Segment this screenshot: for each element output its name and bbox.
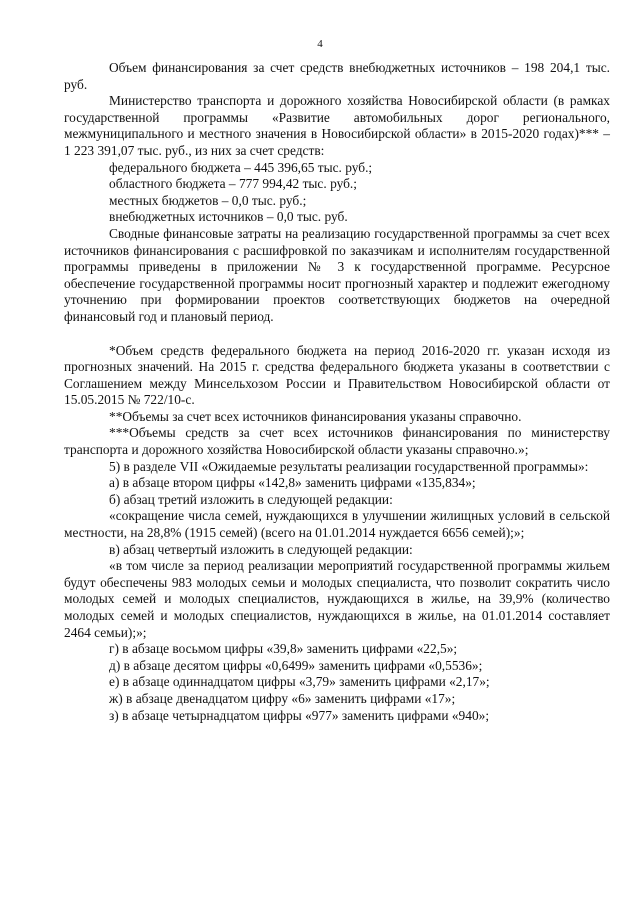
amendment-section-vii: 5) в разделе VII «Ожидаемые результаты реализации государственной программы»: (109, 458, 589, 474)
paragraph-regional-budget: областного бюджета – 777 994,42 тыс. руб.; (109, 176, 357, 192)
amendment-e: е) в абзаце одиннадцатом цифры «3,79» заменить цифрами «2,17»; (109, 674, 490, 690)
footnote-transport: ***Объемы средств за счет всех источников финансирования по министерству транспорта и дорожного хозяйства Новосибирской области указаны справочно.»; (64, 425, 610, 458)
footnote-all-sources: **Объемы за счет всех источников финансирования указаны справочно. (109, 408, 522, 424)
paragraph-extrabudgetary-sources: внебюджетных источников – 0,0 тыс. руб. (109, 209, 348, 225)
amendment-z: з) в абзаце четырнадцатом цифры «977» заменить цифрами «940»; (109, 707, 490, 723)
paragraph-extrabudgetary-total: Объем финансирования за счет средств внебюджетных источников – 198 204,1 тыс. руб. (64, 60, 610, 92)
amendment-d: д) в абзаце десятом цифры «0,6499» заменить цифрами «0,5536»; (109, 657, 483, 673)
paragraph-federal-budget: федерального бюджета – 445 396,65 тыс. руб.; (109, 159, 373, 175)
amendment-v-text: «в том числе за период реализации мероприятий государственной программы жильем будут обеспечены 983 молодых семьи и молодых специалиста, что позволит сократить число молодых семей и молодых специалистов, нуждающихся в жилье, на 39,9% (количество молодых семей и молодых специалистов, нуждающихся в жилье, на 01.01.2014 составляет 2464 семьи);»; (64, 558, 610, 640)
section-gap (64, 326, 610, 343)
document-body (64, 60, 610, 724)
footnote-federal: *Объем средств федерального бюджета на период 2016-2020 гг. указан исходя из прогнозных значений. На 2015 г. средства федерального бюджета указаны в соответствии с Соглашением между Минсельхозом России и Правительством Новосибирской области от 15.05.2015 № 722/10-с. (64, 342, 610, 408)
amendment-v: в) абзац четвертый изложить в следующей редакции: (109, 541, 413, 557)
page-number: 4 (317, 38, 323, 50)
paragraph-transport-ministry: Министерство транспорта и дорожного хозяйства Новосибирской области (в рамках государственной программы «Развитие автомобильных дорог регионального, межмуниципального и местного значения в Новосибирской области» в 2015-2020 годах)*** – 1 223 391,07 тыс. руб., из них за счет средств: (64, 93, 610, 158)
paragraph-summary-costs: Сводные финансовые затраты на реализацию государственной программы за счет всех источников финансирования с расшифровкой по заказчикам и исполнителям государственной программы приведены в приложении № 3 к государственной программе. Ресурсное обеспечение государственной программы носит прогнозный характер и подлежит ежегодному уточнению при формировании проектов соответствующих бюджетов на очередной финансовый год и плановый период. (64, 225, 610, 324)
paragraph-local-budgets: местных бюджетов – 0,0 тыс. руб.; (109, 192, 307, 208)
amendment-g: г) в абзаце восьмом цифры «39,8» заменить цифрами «22,5»; (109, 641, 458, 657)
amendment-zh: ж) в абзаце двенадцатом цифру «6» заменить цифрами «17»; (109, 690, 456, 706)
amendment-b-text: «сокращение числа семей, нуждающихся в улучшении жилищных условий в сельской местности, на 28,8% (1915 семей) (всего на 01.01.2014 нуждается 6656 семей);»; (64, 508, 610, 541)
amendment-b: б) абзац третий изложить в следующей редакции: (109, 491, 393, 507)
amendment-a: а) в абзаце втором цифры «142,8» заменить цифрами «135,834»; (109, 475, 476, 491)
